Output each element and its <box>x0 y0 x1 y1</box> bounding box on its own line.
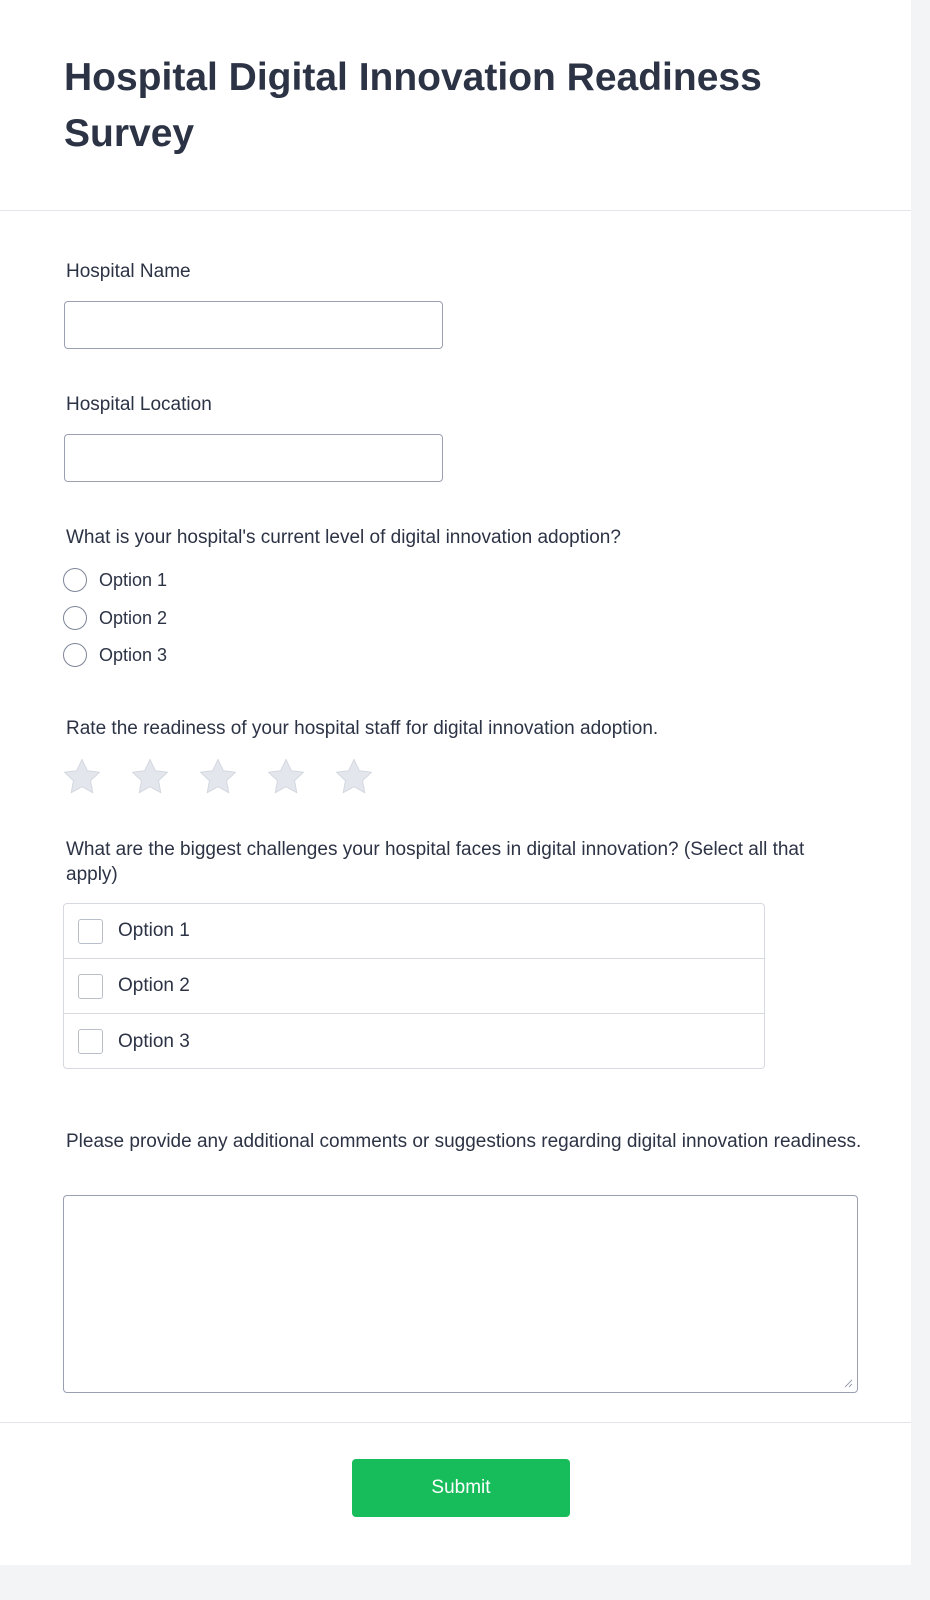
footer-divider <box>0 1422 911 1423</box>
submit-button[interactable]: Submit <box>352 1459 570 1517</box>
star-rating <box>62 757 402 797</box>
radio-option-1[interactable] <box>63 567 167 593</box>
star-icon[interactable] <box>266 757 306 797</box>
checkbox-option-label: Option 3 <box>118 1030 190 1052</box>
radio-option-label: Option 3 <box>99 644 168 665</box>
checkbox[interactable] <box>78 974 103 999</box>
hospital-name-input[interactable] <box>64 301 443 349</box>
form-header <box>0 0 911 211</box>
hospital-name-label: Hospital Name <box>66 261 191 282</box>
staff-readiness-question: Rate the readiness of your hospital staff for digital innovation adoption. <box>66 718 659 739</box>
challenges-checkbox-group <box>63 903 765 1069</box>
radio-option-3[interactable] <box>63 642 167 668</box>
challenges-question: What are the biggest challenges your hospital faces in digital innovation? (Select all that apply) <box>66 839 805 885</box>
adoption-level-question: What is your hospital's current level of digital innovation adoption? <box>66 527 621 548</box>
checkbox-option-label: Option 1 <box>118 920 190 941</box>
comments-textarea[interactable] <box>63 1195 858 1393</box>
radio-button[interactable] <box>63 643 87 667</box>
comments-question: Please provide any additional comments or suggestions regarding digital innovation readiness. <box>66 1131 862 1152</box>
resize-handle-icon[interactable] <box>843 1378 853 1388</box>
radio-option-label: Option 1 <box>99 569 168 590</box>
hospital-location-input[interactable] <box>64 434 443 482</box>
checkbox[interactable] <box>78 919 103 944</box>
radio-option-2[interactable] <box>63 605 167 631</box>
checkbox[interactable] <box>78 1029 103 1054</box>
radio-button[interactable] <box>63 606 87 630</box>
radio-button[interactable] <box>63 568 87 592</box>
radio-option-label: Option 2 <box>99 607 168 628</box>
hospital-location-label: Hospital Location <box>66 394 212 415</box>
checkbox-option-label: Option 2 <box>118 975 190 996</box>
checkbox-option-3[interactable] <box>64 1014 764 1069</box>
star-icon[interactable] <box>334 757 374 797</box>
form-title: Hospital Digital Innovation Readiness Survey <box>64 56 762 155</box>
checkbox-option-1[interactable] <box>64 904 764 959</box>
star-icon[interactable] <box>130 757 170 797</box>
star-icon[interactable] <box>62 757 102 797</box>
star-icon[interactable] <box>198 757 238 797</box>
checkbox-option-2[interactable] <box>64 959 764 1014</box>
